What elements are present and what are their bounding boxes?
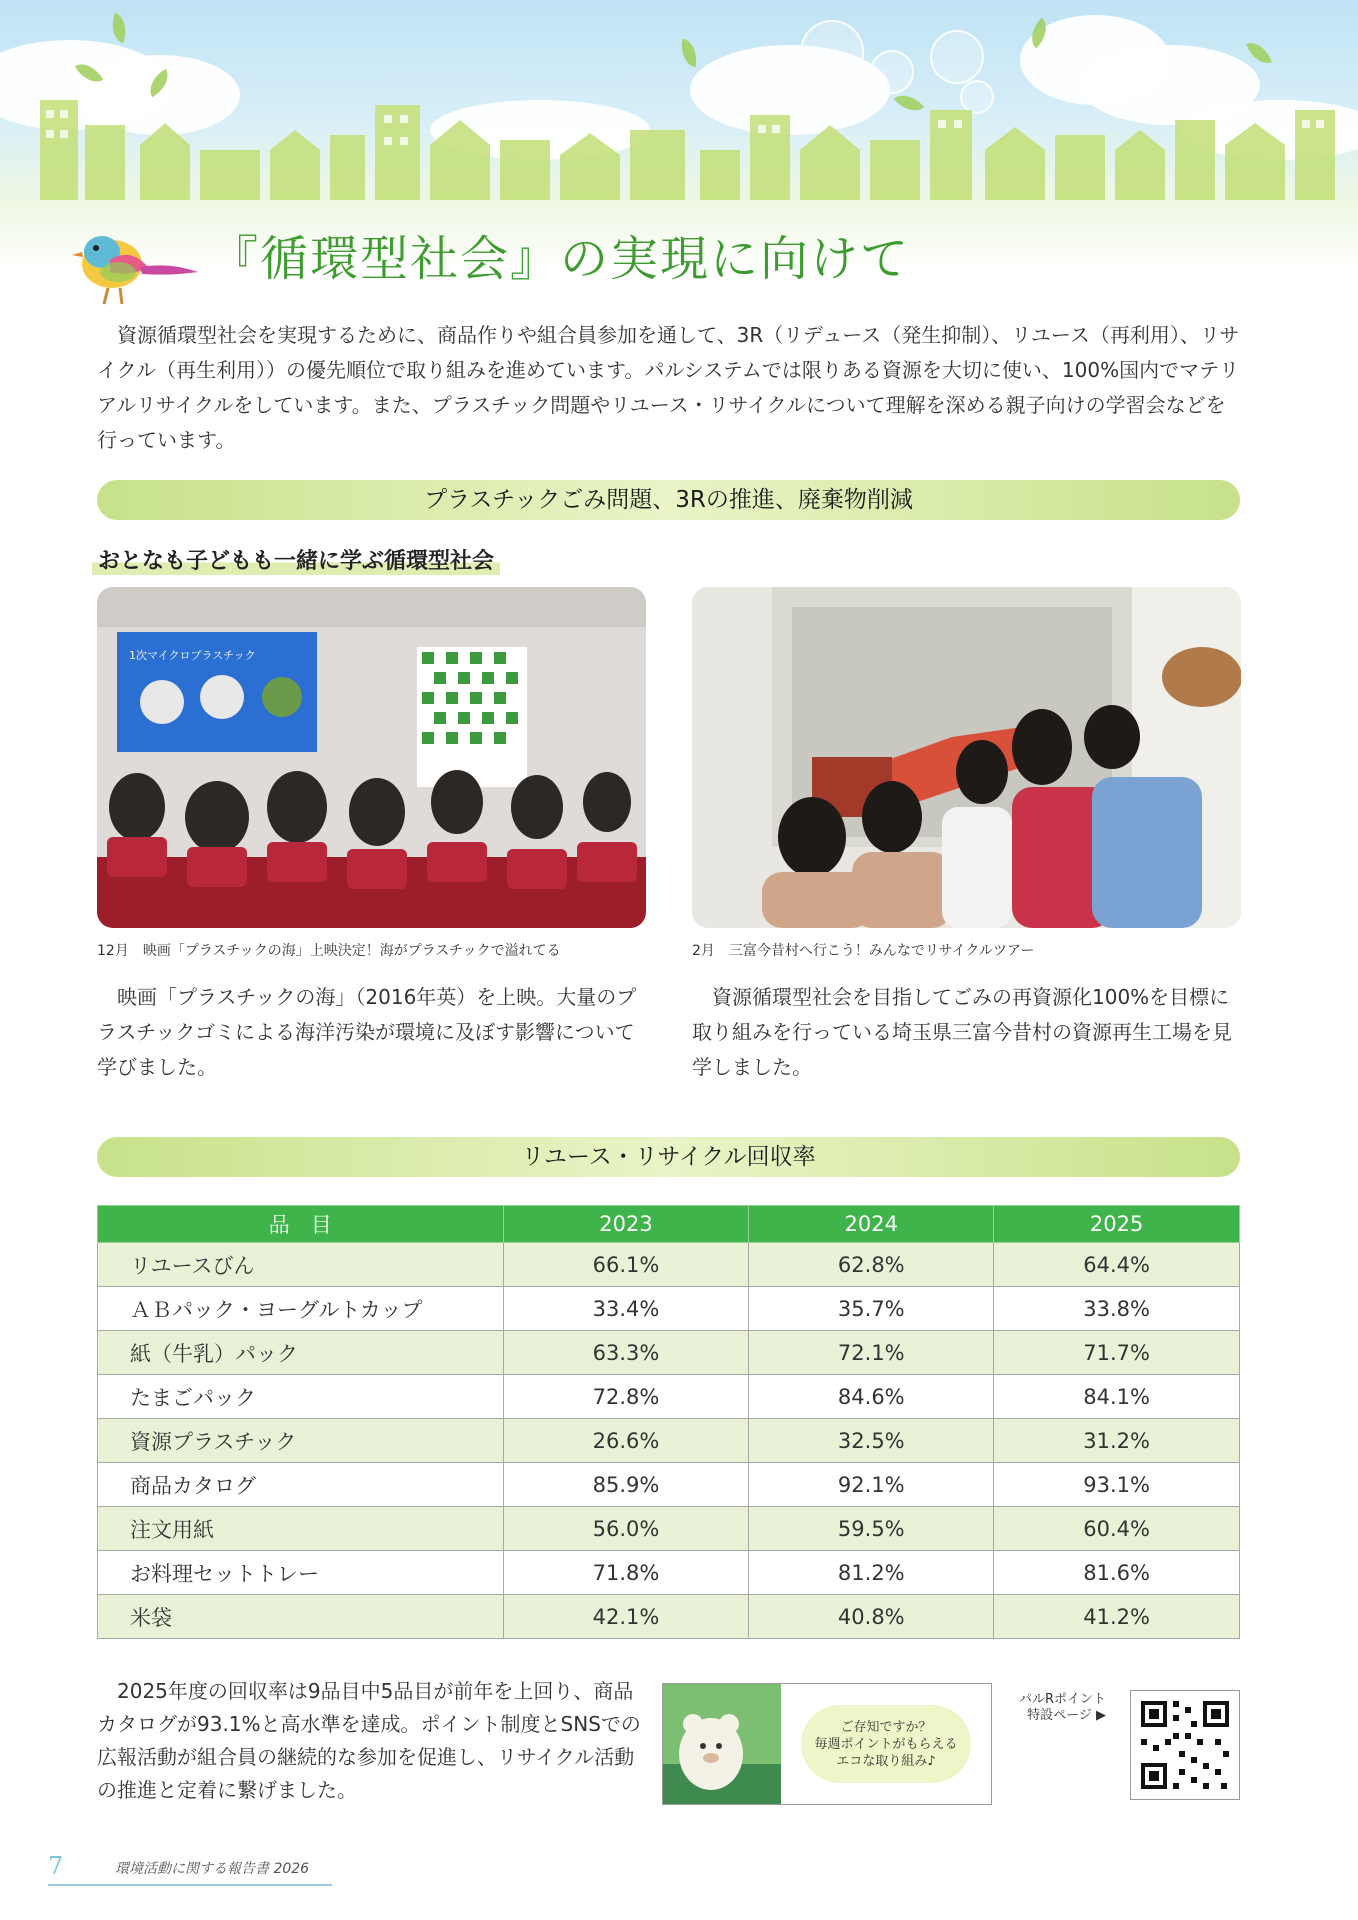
row-value-2025: 93.1% xyxy=(994,1463,1240,1507)
row-value-2023: 72.8% xyxy=(503,1375,749,1419)
footer-document-title: 環境活動に関する報告書 2026 xyxy=(115,1861,310,1877)
row-value-2024: 84.6% xyxy=(749,1375,994,1419)
eco-points-banner[interactable] xyxy=(662,1683,992,1805)
header-2023: 2023 xyxy=(503,1206,749,1243)
row-item: 紙（牛乳）パック xyxy=(98,1331,504,1375)
row-item: お料理セットトレー xyxy=(98,1551,504,1595)
photo-recycling-tour xyxy=(692,587,1241,928)
title-row xyxy=(70,212,1290,302)
row-value-2025: 31.2% xyxy=(994,1419,1240,1463)
speech-bubble xyxy=(801,1705,971,1783)
mascot-image xyxy=(663,1684,781,1804)
row-value-2024: 35.7% xyxy=(749,1287,994,1331)
row-value-2023: 85.9% xyxy=(503,1463,749,1507)
row-value-2023: 63.3% xyxy=(503,1331,749,1375)
row-value-2023: 26.6% xyxy=(503,1419,749,1463)
text-screening: 映画「プラスチックの海」（2016年英）を上映。大量のプラスチックゴミによる海洋汚染が環境に及ぼす影響について学びました。 xyxy=(97,985,637,1079)
point-link-line-1: パルRポイント xyxy=(1018,1692,1106,1707)
text-tour: 資源循環型社会を目指してごみの再資源化100%を目標に取り組みを行っている埼玉県三富今昔村の資源再生工場を見学しました。 xyxy=(692,985,1232,1079)
row-value-2025: 33.8% xyxy=(994,1287,1240,1331)
bird-icon xyxy=(70,222,200,312)
row-item: リユースびん xyxy=(98,1243,504,1287)
row-item: 注文用紙 xyxy=(98,1507,504,1551)
row-value-2024: 72.1% xyxy=(749,1331,994,1375)
row-value-2025: 81.6% xyxy=(994,1551,1240,1595)
row-item: 商品カタログ xyxy=(98,1463,504,1507)
page-number: 7 xyxy=(48,1852,64,1880)
slide-title: 1次マイクロプラスチック xyxy=(129,649,256,662)
banner-line-3: エコな取り組み♪ xyxy=(836,1753,936,1769)
row-value-2023: 56.0% xyxy=(503,1507,749,1551)
row-value-2025: 71.7% xyxy=(994,1331,1240,1375)
subheading: おとなも子どもも一緒に学ぶ循環型社会 xyxy=(92,544,500,575)
row-value-2023: 33.4% xyxy=(503,1287,749,1331)
point-page-link[interactable] xyxy=(1006,1692,1106,1724)
qr-code-icon xyxy=(1131,1691,1239,1799)
header-2025: 2025 xyxy=(994,1206,1240,1243)
intro-paragraph: 資源循環型社会を実現するために、商品作りや組合員参加を通して、3R（リデュース（発生抑制）、リユース（再利用）、リサイクル（再生利用））の優先順位で取り組みを進めています。パルシステムでは限りある資源を大切に使い、100%国内でマテリアルリサイクルをしています。また、プラスチック問題やリユース・リサイクルについて理解を深める親子向けの学習会などを行っています。 xyxy=(97,323,1240,452)
banner-line-1: ご存知ですか？ xyxy=(840,1719,932,1735)
header-item: 品 目 xyxy=(98,1206,504,1243)
row-value-2024: 59.5% xyxy=(749,1507,994,1551)
banner-line-2: 毎週ポイントがもらえる xyxy=(814,1736,958,1752)
table-row xyxy=(98,1507,1240,1551)
screening-illustration xyxy=(97,587,646,928)
row-value-2024: 32.5% xyxy=(749,1419,994,1463)
footer-divider xyxy=(48,1884,332,1886)
row-value-2023: 71.8% xyxy=(503,1551,749,1595)
row-value-2025: 64.4% xyxy=(994,1243,1240,1287)
row-value-2025: 41.2% xyxy=(994,1595,1240,1639)
table-row xyxy=(98,1595,1240,1639)
header-2024: 2024 xyxy=(749,1206,994,1243)
row-value-2024: 62.8% xyxy=(749,1243,994,1287)
table-header-row xyxy=(98,1206,1240,1243)
recovery-rate-table xyxy=(97,1205,1240,1639)
row-item: ＡＢパック・ヨーグルトカップ xyxy=(98,1287,504,1331)
row-value-2024: 81.2% xyxy=(749,1551,994,1595)
table-row xyxy=(98,1243,1240,1287)
page-title: 『循環型社会』の実現に向けて xyxy=(210,231,911,287)
caption-tour: 2月 三富今昔村へ行こう！みんなでリサイクルツアー xyxy=(692,943,1035,959)
section-heading-plastic: プラスチックごみ問題、3Rの推進、廃棄物削減 xyxy=(97,480,1240,520)
row-value-2024: 40.8% xyxy=(749,1595,994,1639)
section-heading-recovery: リユース・リサイクル回収率 xyxy=(97,1137,1240,1177)
factory-tour-illustration xyxy=(692,587,1241,928)
summary-paragraph: 2025年度の回収率は9品目中5品目が前年を上回り、商品カタログが93.1%と高水準を達成。ポイント制度とSNSでの広報活動が組合員の継続的な参加を促進し、リサイクル活動の推進と定着に繋げました。 xyxy=(97,1679,641,1802)
row-item: たまごパック xyxy=(98,1375,504,1419)
qr-code[interactable] xyxy=(1130,1690,1240,1800)
banner-message xyxy=(781,1684,991,1804)
row-value-2025: 60.4% xyxy=(994,1507,1240,1551)
row-value-2023: 66.1% xyxy=(503,1243,749,1287)
caption-screening: 12月 映画「プラスチックの海」上映決定！海がプラスチックで溢れてる xyxy=(97,943,561,959)
photo-movie-screening xyxy=(97,587,646,928)
town-skyline xyxy=(0,95,1358,205)
table-row xyxy=(98,1551,1240,1595)
table-row xyxy=(98,1419,1240,1463)
point-link-line-2: 特設ページ ▶ xyxy=(1027,1708,1106,1723)
row-value-2023: 42.1% xyxy=(503,1595,749,1639)
table-row xyxy=(98,1375,1240,1419)
table-row xyxy=(98,1463,1240,1507)
row-value-2024: 92.1% xyxy=(749,1463,994,1507)
row-item: 資源プラスチック xyxy=(98,1419,504,1463)
mascot-icon xyxy=(663,1684,781,1804)
row-value-2025: 84.1% xyxy=(994,1375,1240,1419)
row-item: 米袋 xyxy=(98,1595,504,1639)
table-row xyxy=(98,1287,1240,1331)
table-row xyxy=(98,1331,1240,1375)
